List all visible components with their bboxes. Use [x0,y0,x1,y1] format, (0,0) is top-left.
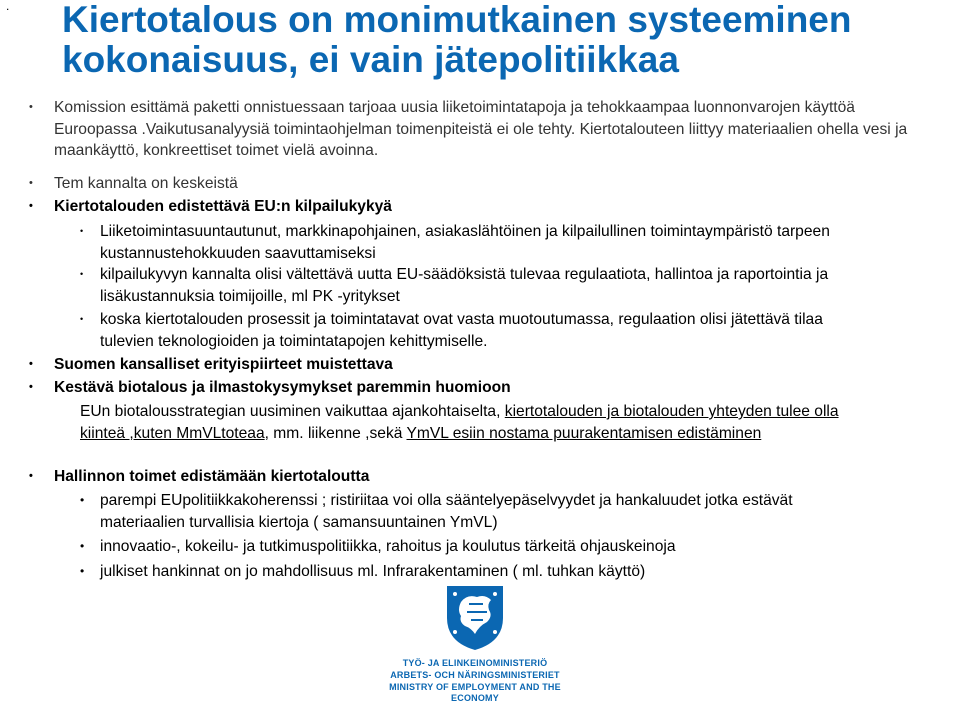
sub-bullet-text: koska kiertotalouden prosessit ja toimintatavat ovat vasta muotoutumassa, regulaation olisi jätettävä tilaa tulevien teknologioiden ja toimintatapojen kehittymiselle. [100,311,823,350]
sub-bullet-liiketoiminta [80,221,880,264]
bullet-dot: • [80,226,84,236]
bullet-komissio [29,97,924,162]
logo-line-sv: ARBETS- OCH NÄRINGSMINISTERIET [390,670,560,680]
sub-bullet-prosessit [80,309,880,352]
bullet-tem-text: Tem kannalta on keskeistä [54,175,238,192]
bullet-hallinto-text: Hallinnon toimet edistämään kiertotaloutta [54,468,370,485]
bullet-dot: • [80,493,85,507]
bullet-dot: • [29,200,33,212]
bullet-dot: • [29,101,33,113]
sub-bullet-text: kilpailukyvyn kannalta olisi vältettävä uutta EU-säädöksistä tulevaa regulaatiota, hallintoa ja raportointia ja lisäkustannuksia toimijoille, ml PK -yritykset [100,266,829,305]
bullet-dot: • [80,314,84,324]
bullet-biotalous-text: Kestävä biotalous ja ilmastokysymykset paremmin huomioon [54,379,511,396]
sub-bullet-text: parempi EUpolitiikkakoherenssi ; ristiriitaa voi olla sääntelyepäselvyydet ja hankaluudet jotka estävät materiaalien turvallisia kiertoja ( samansuuntainen YmVL) [100,492,793,531]
biotalous-text-2: , mm. liikenne ,sekä [264,424,407,442]
biotalous-underlined-1: kiertotalouden ja biotalouden yhteyden tulee olla kiinteä ,kuten MmVLtoteaa [80,403,839,442]
bullet-biotalous [29,377,924,399]
logo-line-fi: TYÖ- JA ELINKEINOMINISTERIÖ [402,658,548,668]
bullet-suomi-text: Suomen kansalliset erityispiirteet muistettava [54,356,393,373]
bullet-dot: • [80,539,85,553]
sub-bullet-text: Liiketoimintasuuntautunut, markkinapohjainen, asiakaslähtöinen ja kilpailullinen toimintaympäristö tarpeen kustannustehokkuuden saavuttamiseksi [100,223,830,262]
lion-coat-of-arms-icon [375,582,575,652]
bullet-dot: • [80,269,84,279]
corner-mark: . [6,0,10,13]
biotalous-paragraph [80,401,860,444]
bullet-suomi [29,354,924,376]
bullet-dot: • [29,381,33,393]
bullet-kilpailukyky [29,196,924,218]
slide-title: Kiertotalous on monimutkainen systeeminen kokonaisuus, ei vain jätepolitiikkaa [62,0,852,80]
biotalous-underlined-2: YmVL esiin nostama puurakentamisen edistäminen [406,424,762,442]
bullet-tem [29,173,924,195]
bullet-dot: • [80,564,85,578]
logo-line-en: MINISTRY OF EMPLOYMENT AND THE ECONOMY [389,682,561,703]
sub-bullet-hankinnat [80,561,880,583]
sub-bullet-text: julkiset hankinnat on jo mahdollisuus ml. Infrarakentaminen ( ml. tuhkan käyttö) [100,563,646,580]
sub-bullet-regulaatio [80,264,880,307]
bullet-dot: • [29,470,33,482]
sub-bullet-koherenssi [80,490,880,533]
bullet-komissio-text: Komission esittämä paketti onnistuessaan tarjoaa uusia liiketoimintatapoja ja tehokkaampaa luonnonvarojen käyttöä Euroopassa .Vaikutusanalyysiä toimintaohjelman toimenpiteistä ei ole tehty. Kiertotalouteen liittyy materiaalien ohella vesi ja maankäyttö, konkreettiset toimet vielä avoinna. [54,99,908,159]
bullet-dot: • [29,358,33,370]
sub-bullet-text: innovaatio-, kokeilu- ja tutkimuspolitiikka, rahoitus ja koulutus tärkeitä ohjauskeinoja [100,538,676,555]
biotalous-text-1: EUn biotalousstrategian uusiminen vaikuttaa ajankohtaiselta, [80,403,505,420]
sub-bullet-innovaatio [80,536,880,558]
bullet-kilpailukyky-text: Kiertotalouden edistettävä EU:n kilpailukykyä [54,198,392,215]
bullet-dot: • [29,177,33,189]
bullet-hallinto [29,466,924,488]
ministry-logo [375,582,575,706]
